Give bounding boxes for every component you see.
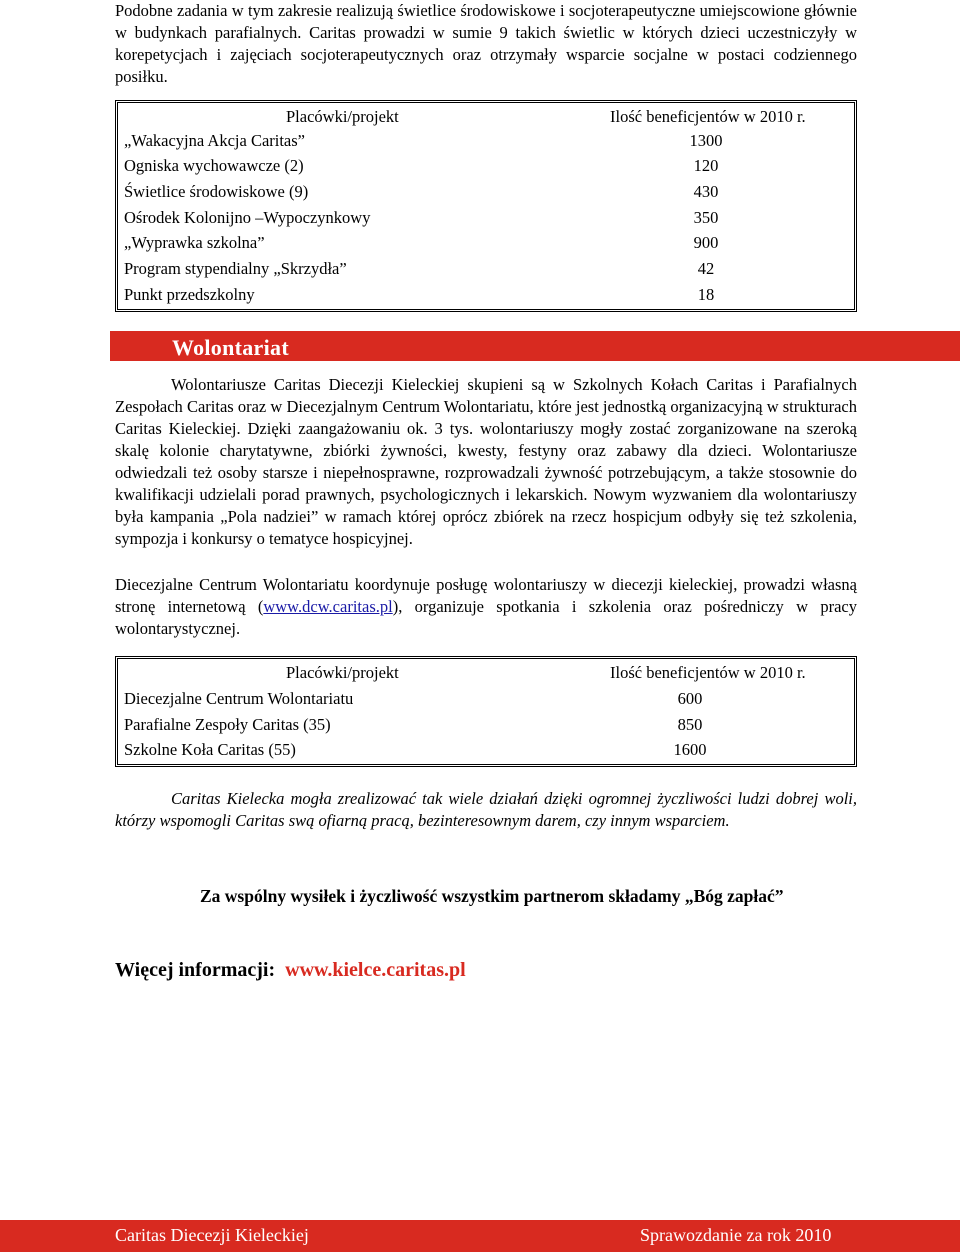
volunteer-center-paragraph <box>115 574 857 640</box>
table-header <box>118 659 854 687</box>
section-title: Wolontariat <box>172 335 289 360</box>
beneficiaries-table-1 <box>115 100 857 312</box>
table-row <box>118 154 854 180</box>
table-row <box>118 180 854 206</box>
table-row <box>118 738 854 764</box>
row-value: 600 <box>677 689 703 708</box>
row-value: 42 <box>697 259 715 279</box>
row-value: 18 <box>697 284 715 304</box>
footer-report-title: Sprawozdanie za rok 2010 <box>640 1225 832 1245</box>
row-label: Szkolne Koła Caritas (55) <box>124 740 296 760</box>
row-label: Ośrodek Kolonijno –Wypoczynkowy <box>124 207 371 227</box>
more-info <box>115 959 466 982</box>
row-label: Punkt przedszkolny <box>124 284 255 304</box>
more-info-label: Więcej informacji: <box>115 959 276 981</box>
table-row <box>118 687 854 713</box>
row-value: 900 <box>693 233 719 253</box>
row-value: 350 <box>693 207 719 227</box>
row-value: 120 <box>693 156 719 176</box>
table-row <box>118 231 854 257</box>
closing-paragraph: Caritas Kielecka mogła zrealizować tak wiele działań dzięki ogromnej życzliwości ludzi dobrej woli, którzy wspomogli Caritas swą ofiarną pracą, bezinteresownym darem, czy innym wsparciem. <box>115 789 857 830</box>
row-label: Parafialne Zespoły Caritas (35) <box>124 714 331 734</box>
row-label: „Wyprawka szkolna” <box>124 233 265 253</box>
paragraph-text: ), organizuje spotkania i szkolenia oraz pośredniczy w pracy wolontarystycznej. <box>115 597 857 638</box>
table-row <box>118 713 854 739</box>
table-row <box>118 257 854 283</box>
table-row <box>118 129 854 155</box>
table-row <box>118 283 854 309</box>
column-header-count: Ilość beneficjentów w 2010 r. <box>610 107 806 126</box>
column-header-project: Placówki/projekt <box>286 107 399 126</box>
row-label: Ogniska wychowawcze (2) <box>124 156 304 176</box>
column-header-project: Placówki/projekt <box>286 663 399 682</box>
paragraph-text: Diecezjalne Centrum Wolontariatu koordynuje posługę wolontariuszy w diecezji kieleckiej, prowadzi własną stronę internetową ( <box>115 575 857 616</box>
beneficiaries-table-2 <box>115 656 857 767</box>
row-label: Świetlice środowiskowe (9) <box>124 182 309 202</box>
footer-organization: Caritas Diecezji Kieleckiej <box>115 1225 309 1245</box>
thanks-line: Za wspólny wysiłek i życzliwość wszystkim partnerom składamy „Bóg zapłać” <box>200 886 784 906</box>
table-row <box>118 206 854 232</box>
row-label: Diecezjalne Centrum Wolontariatu <box>124 689 354 708</box>
row-value: 1600 <box>673 740 707 760</box>
dcw-link[interactable]: www.dcw.caritas.pl <box>263 597 393 616</box>
column-header-count: Ilość beneficjentów w 2010 r. <box>610 663 806 682</box>
website-link[interactable]: www.kielce.caritas.pl <box>285 959 466 981</box>
table-header <box>118 103 854 129</box>
section-banner <box>110 331 960 361</box>
page-footer <box>0 1220 960 1252</box>
intro-paragraph: Podobne zadania w tym zakresie realizują świetlice środowiskowe i socjoterapeutyczne umiejscowione głównie w budynkach parafialnych. Caritas prowadzi w sumie 9 takich świetlic w których dzieci uczestniczyły w korepetycjach i zajęciach socjoterapeutycznych oraz otrzymały wsparcie socjalne w postaci codziennego posiłku. <box>115 1 857 86</box>
row-value: 430 <box>693 182 719 202</box>
row-value: 850 <box>677 714 703 734</box>
row-value: 1300 <box>689 130 723 150</box>
row-label: „Wakacyjna Akcja Caritas” <box>124 130 306 150</box>
row-label: Program stypendialny „Skrzydła” <box>124 259 347 279</box>
volunteer-paragraph: Wolontariusze Caritas Diecezji Kieleckiej skupieni są w Szkolnych Kołach Caritas i Parafialnych Zespołach Caritas oraz w Diecezjalnym Centrum Wolontariatu, które jest jednostką organizacyjną w strukturach Caritas Kieleckiej. Dzięki zaangażowaniu ok. 3 tys. wolontariuszy mogły zostać zorganizowane na szeroką skalę kolonie charytatywne, zbiórki żywności, kwesty, festyny oraz zabawy dla dzieci. Wolontariusze odwiedzali też osoby starsze i niepełnosprawne, rozprowadzali żywność potrzebującym, a także stosownie do kwalifikacji udzielali porad prawnych, psychologicznych i lekarskich. Nowym wyzwaniem dla wolontariuszy była kampania „Pola nadziei” w ramach której oprócz zbiórek na rzecz hospicjum odbyły się też szkolenia, sympozja i konkursy o tematyce hospicyjnej. <box>115 375 857 548</box>
